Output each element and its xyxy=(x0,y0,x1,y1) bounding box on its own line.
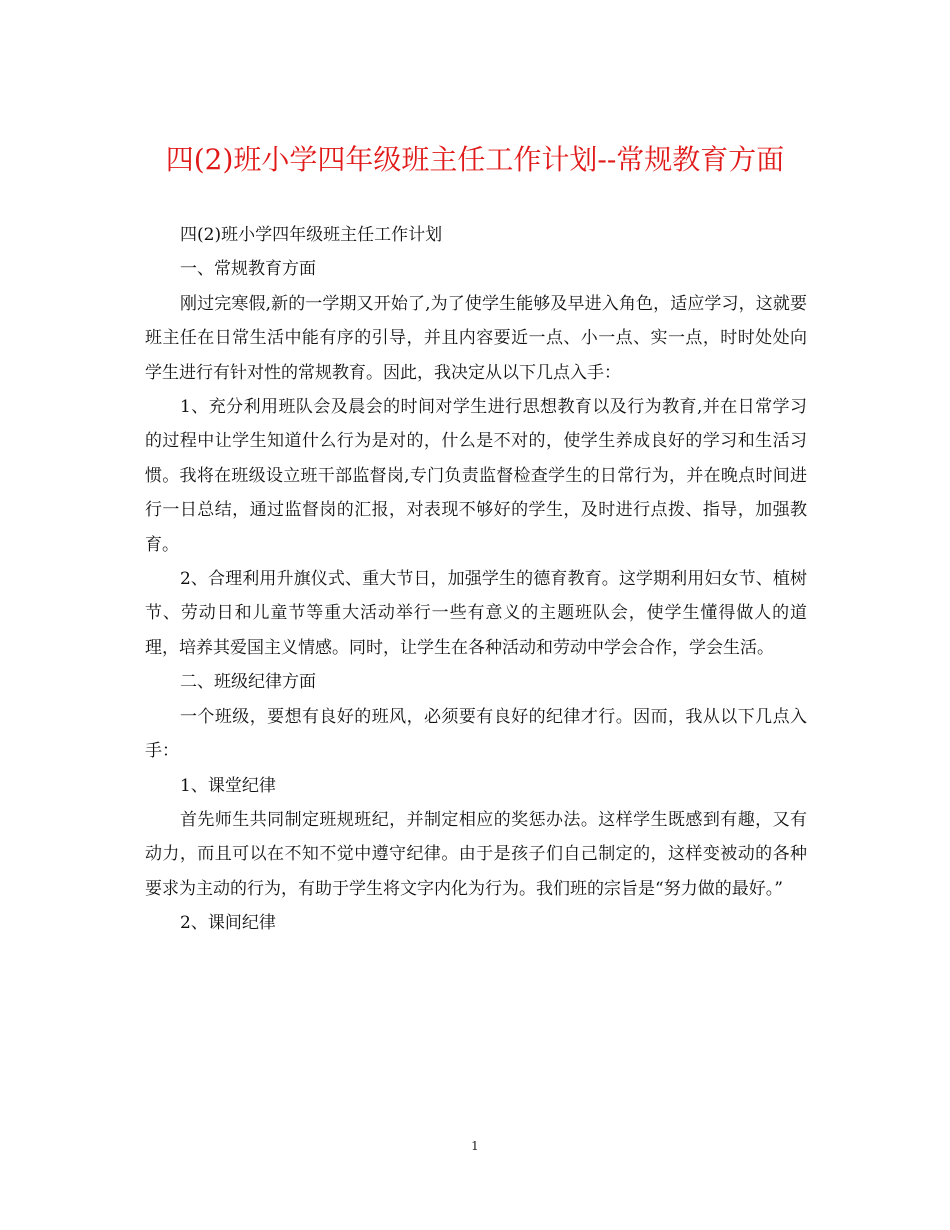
page-number: 1 xyxy=(471,1139,479,1153)
paragraph-section-1-heading: 一、常规教育方面 xyxy=(180,259,316,280)
paragraph-discipline-intro: 一个班级，要想有良好的班风，必须要有良好的纪律才行。因而，我从以下几点入手： xyxy=(145,706,807,762)
paragraph-classroom-discipline: 首先师生共同制定班规班纪，并制定相应的奖惩办法。这样学生既感到有趣，又有动力，而且可以在不知不觉中遵守纪律。由于是孩子们自己制定的，这样变被动的各种要求为主动的行为，有助于学生将文字内化为行为。我们班的宗旨是“努力做的最好。” xyxy=(145,809,807,899)
document-body xyxy=(145,218,807,941)
paragraph-item-2: 2、合理利用升旗仪式、重大节日，加强学生的德育教育。这学期利用妇女节、植树节、劳动日和儿童节等重大活动举行一些有意义的主题班队会，使学生懂得做人的道理，培养其爱国主义情感。同时，让学生在各种活动和劳动中学会合作，学会生活。 xyxy=(145,569,807,658)
paragraph-plan-heading: 四(2)班小学四年级班主任工作计划 xyxy=(180,225,443,245)
paragraph-section-2-heading: 二、班级纪律方面 xyxy=(180,672,316,693)
document-title: 四(2)班小学四年级班主任工作计划--常规教育方面 xyxy=(165,143,785,176)
paragraph-break-discipline-heading: 2、课间纪律 xyxy=(180,913,276,934)
paragraph-classroom-discipline-heading: 1、课堂纪律 xyxy=(180,775,276,796)
paragraph-intro: 刚过完寒假,新的一学期又开始了,为了使学生能够及早进入角色，适应学习，这就要班主任在日常生活中能有序的引导，并且内容要近一点、小一点、实一点，时时处处向学生进行有针对性的常规教育。因此，我决定从以下几点入手： xyxy=(145,293,807,383)
paragraph-item-1: 1、充分利用班队会及晨会的时间对学生进行思想教育以及行为教育,并在日常学习的过程中让学生知道什么行为是对的，什么是不对的，使学生养成良好的学习和生活习惯。我将在班级设立班干部监督岗,专门负责监督检查学生的日常行为，并在晚点时间进行一日总结，通过监督岗的汇报，对表现不够好的学生，及时进行点拨、指导，加强教育。 xyxy=(145,397,807,555)
